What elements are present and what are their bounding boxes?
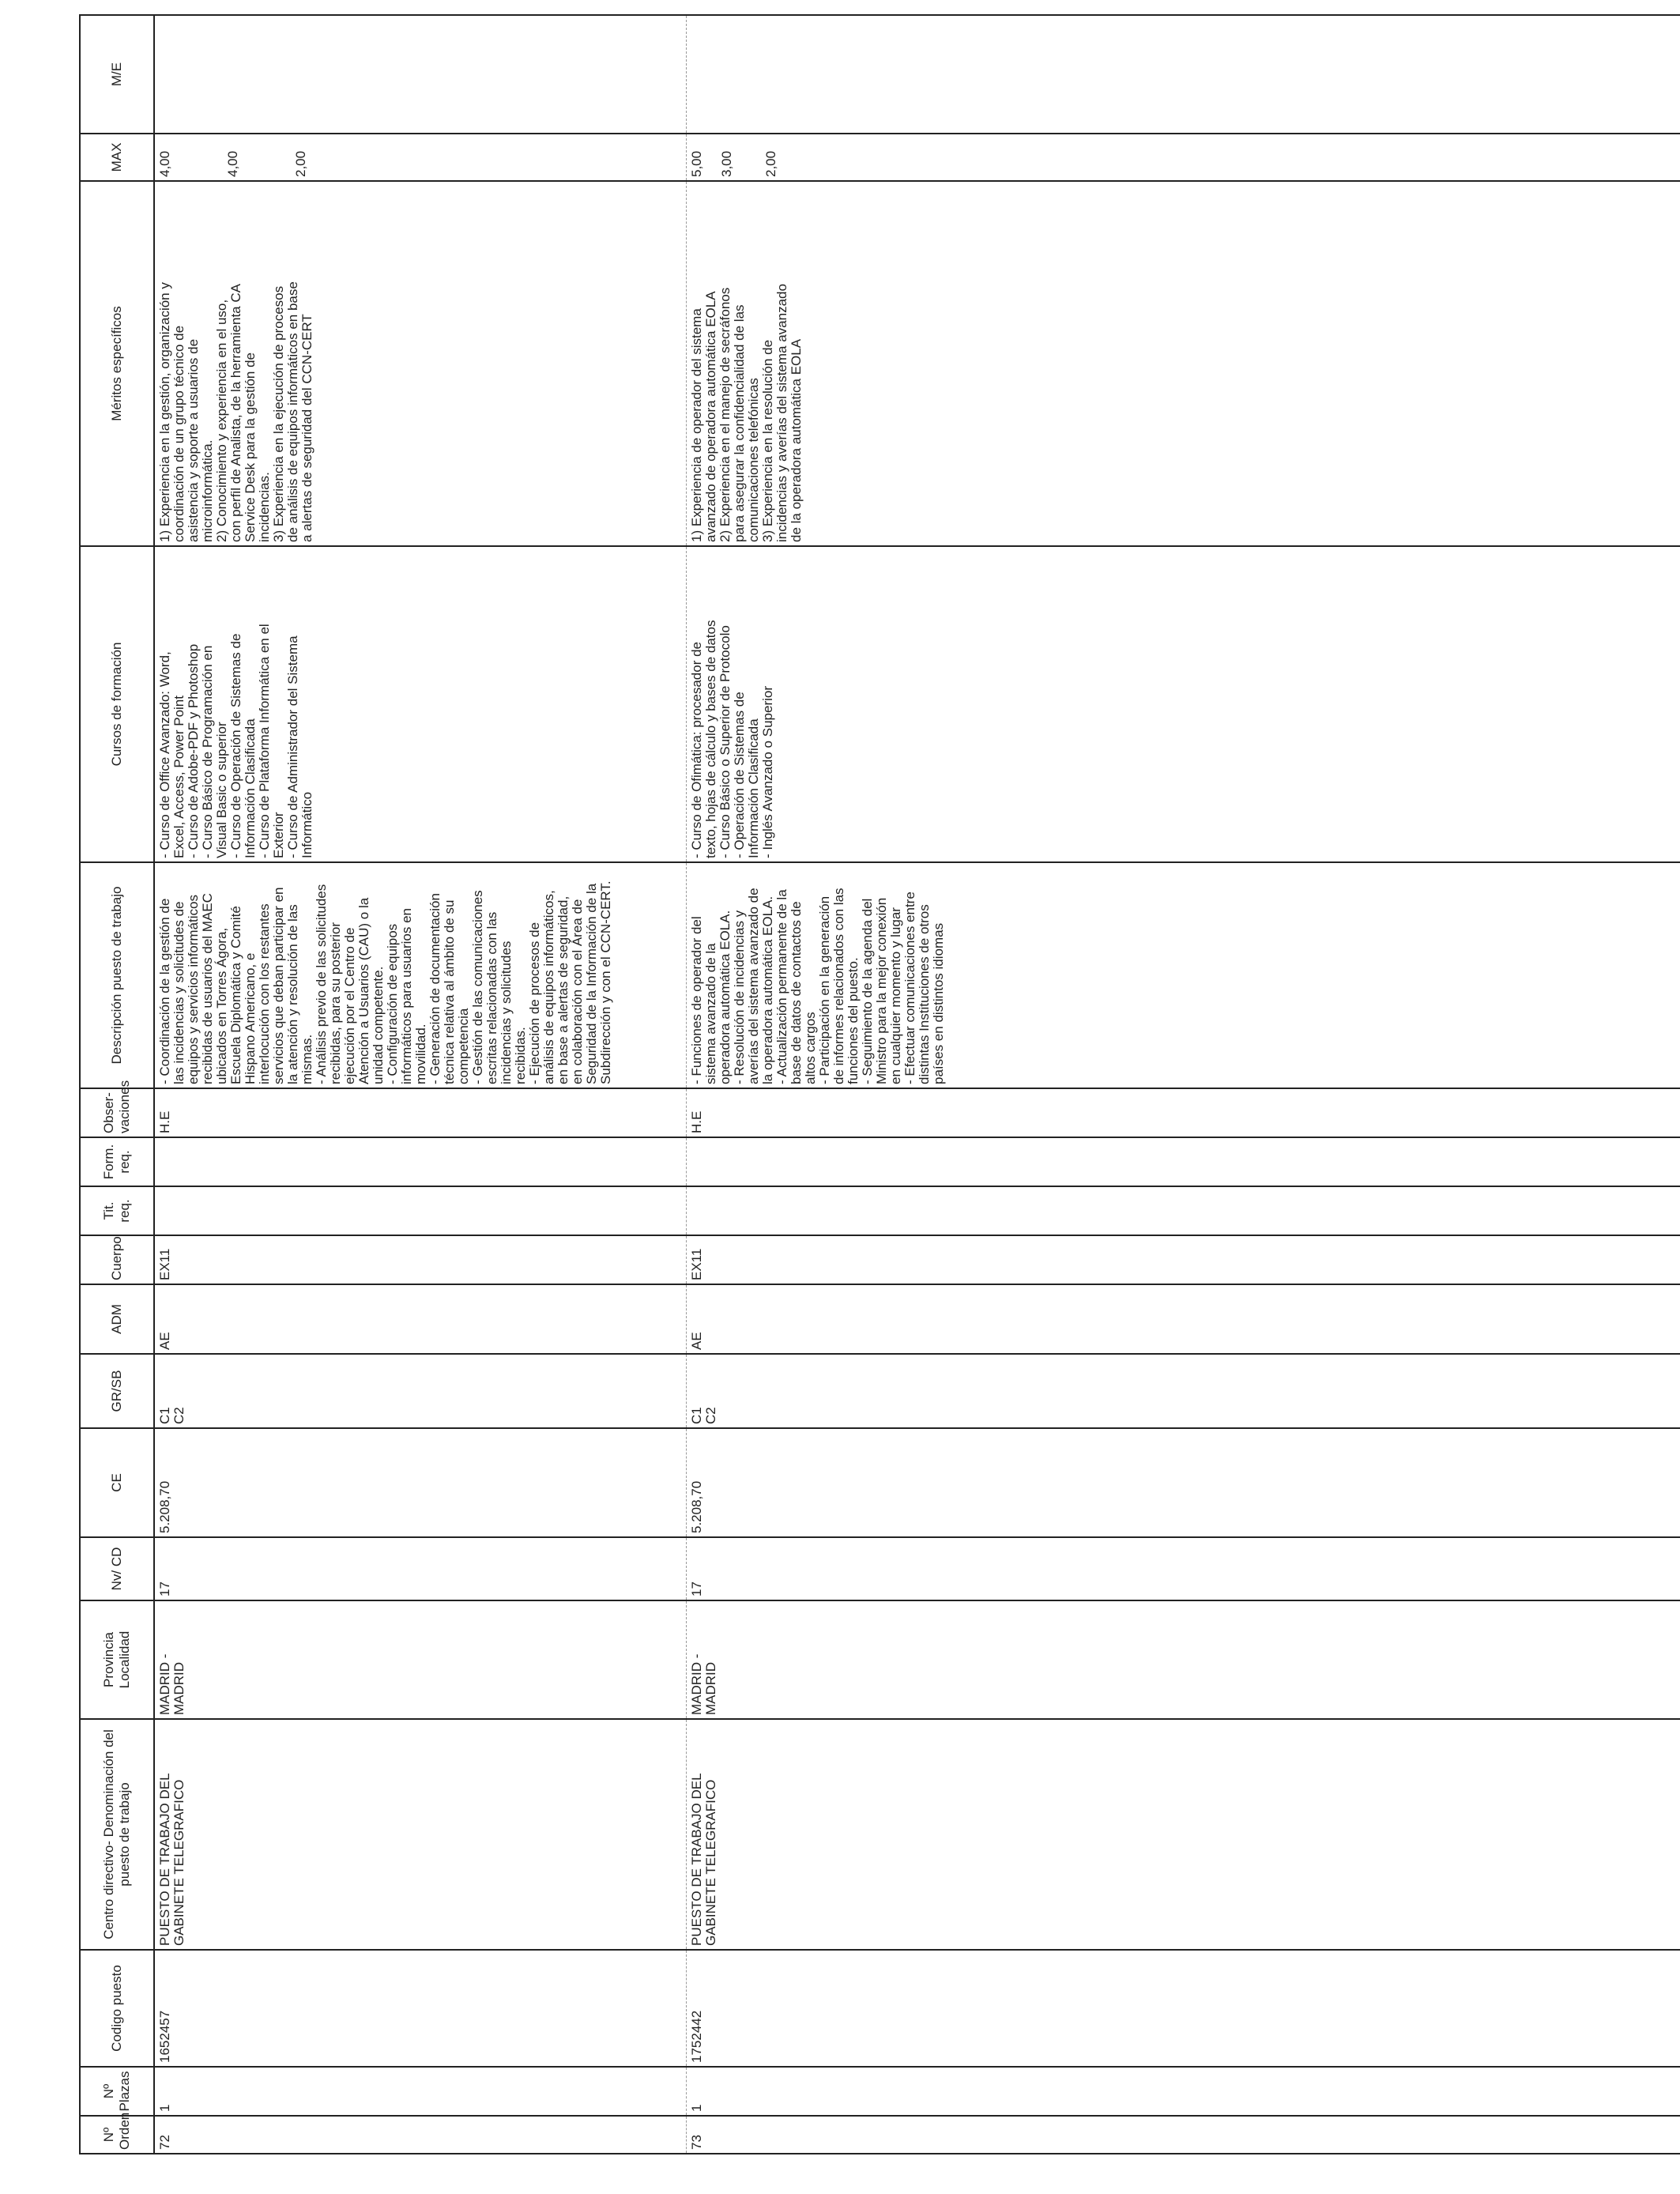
header-form: Form. req.: [80, 1137, 154, 1186]
header-plazas: Nº Plazas: [80, 2067, 154, 2116]
merito-item: 2) Conocimiento y experiencia en el uso, con perfil de Analista, de la herramienta CA Service Desk para la gestión de incidencias.: [214, 284, 273, 542]
cell-form: [154, 1137, 687, 1186]
cell-plazas: 1: [687, 2067, 1680, 2116]
cell-provincia: MADRID - MADRID: [154, 1600, 687, 1719]
header-grsb: GR/SB: [80, 1354, 154, 1428]
max-value: 5,00: [689, 150, 704, 177]
cell-cursos: - Curso de Office Avanzado: Word, Excel, Access, Power Point - Curso de Adobe-PDF y Photoshop - Curso Básico de Programación en Visual Basic o superior - Curso de Operación de Sistemas de Información Clasificada - Curso de Plataforma Informática en el Exterior - Curso de Administrador del Sistema Informático: [154, 546, 687, 862]
cell-tit: [154, 1186, 687, 1235]
cell-grsb: C1 C2: [154, 1354, 687, 1428]
cell-provincia: MADRID - MADRID: [687, 1600, 1680, 1719]
header-cuerpo: Cuerpo: [80, 1235, 154, 1284]
header-row: [80, 15, 154, 2154]
cell-form: [687, 1137, 1680, 1186]
cell-nivel: 17: [687, 1537, 1680, 1600]
table-row: [154, 15, 687, 2154]
cell-obs: H.E: [154, 1088, 687, 1137]
cell-max: [687, 134, 1680, 181]
cell-grsb: C1 C2: [687, 1354, 1680, 1428]
cell-orden: 72: [154, 2116, 687, 2154]
merito-item: 1) Experiencia en la gestión, organización y coordinación de un grupo técnico de asistencia y soporte a usuarios de microinformática.: [157, 282, 216, 542]
cell-descripcion: - Coordinación de la gestión de las incidencias y solicitudes de equipos y servicios informáticos recibidas de usuarios del MAEC ubicados en Torres Ágora, Escuela Diplomática y Comité Hispano Americano, e interlocución con los restantes servicios que deban participar en la atención y resolución de las mismas. - Análisis previo de las solicitudes recibidas, para su posterior ejecución por el Centro de Atención a Usuarios (CAU) o la unidad competente. - Configuración de equipos informáticos para usuarios en movilidad. - Generación de documentación técnica relativa al ámbito de su competencia - Gestión de las comunicaciones escritas relacionadas con las incidencias y solicitudes recibidas. - Ejecución de procesos de análisis de equipos informáticos, en base a alertas de seguridad, en colaboración con el Área de Seguridad de la Información de la Subdirección y con el CCN-CERT.: [154, 862, 687, 1088]
max-value: 4,00: [225, 150, 240, 177]
cell-centro: PUESTO DE TRABAJO DEL GABINETE TELEGRAFICO: [154, 1719, 687, 1950]
header-me: M/E: [80, 15, 154, 134]
merito-item: 2) Experiencia en el manejo de secráfonos para asegurar la confidencialidad de las comunicaciones telefónicas: [718, 287, 762, 542]
cell-ce: 5.208,70: [154, 1428, 687, 1537]
cell-orden: 73: [687, 2116, 1680, 2154]
cell-plazas: 1: [154, 2067, 687, 2116]
header-cursos: Cursos de formación: [80, 546, 154, 862]
merito-item: 3) Experiencia en la ejecución de procesos de análisis de equipos informáticos en base a alertas de seguridad del CCN-CERT: [271, 281, 315, 542]
merito-item: 1) Experiencia de operador del sistema avanzado de operadora automática EOLA: [689, 291, 719, 542]
cell-centro: PUESTO DE TRABAJO DEL GABINETE TELEGRAFICO: [687, 1719, 1680, 1950]
header-codigo: Codigo puesto: [80, 1950, 154, 2067]
cell-codigo: 1752442: [687, 1950, 1680, 2067]
cell-meritos: [687, 181, 1680, 546]
header-provincia: Provincia Localidad: [80, 1600, 154, 1719]
max-value: 2,00: [763, 150, 778, 177]
header-orden: Nº Orden: [80, 2116, 154, 2154]
cell-descripcion: - Funciones de operador del sistema avanzado de la operadora automática EOLA. - Resolución de incidencias y averías del sistema avanzado de la operadora automática EOLA. - Actualización permanente de la base de datos de contactos de altos cargos - Participación en la generación de informes relacionados con las funciones del puesto. - Seguimiento de la agenda del Ministro para la mejor conexión en cualquier momento y lugar - Efectuar comunicaciones entre distintas Instituciones de otros países en distintos idiomas: [687, 862, 1680, 1088]
cell-adm: AE: [154, 1284, 687, 1354]
cell-cursos: - Curso de Ofimática: procesador de texto, hojas de cálculo y bases de datos - Curso Básico o Superior de Protocolo - Operación de Sistemas de Información Clasificada - Inglés Avanzado o Superior: [687, 546, 1680, 862]
cell-meritos: [154, 181, 687, 546]
merito-item: 3) Experiencia en la resolución de incidencias y averías del sistema avanzado de la operadora automática EOLA: [760, 284, 804, 542]
cell-nivel: 17: [154, 1537, 687, 1600]
header-nivel: Nv/ CD: [80, 1537, 154, 1600]
cell-me: [154, 15, 687, 134]
cell-cuerpo: EX11: [687, 1235, 1680, 1284]
cell-codigo: 1652457: [154, 1950, 687, 2067]
max-value: 2,00: [293, 150, 308, 177]
cell-adm: AE: [687, 1284, 1680, 1354]
cell-me: [687, 15, 1680, 134]
job-positions-table: [79, 14, 1680, 2154]
cell-ce: 5.208,70: [687, 1428, 1680, 1537]
header-adm: ADM: [80, 1284, 154, 1354]
header-obs: Obser- vaciones: [80, 1088, 154, 1137]
cell-tit: [687, 1186, 1680, 1235]
header-max: MAX: [80, 134, 154, 181]
table-row: [687, 15, 1680, 2154]
cell-cuerpo: EX11: [154, 1235, 687, 1284]
header-centro: Centro directivo- Denominación del puesto de trabajo: [80, 1719, 154, 1950]
max-value: 4,00: [157, 150, 172, 177]
header-meritos: Méritos específicos: [80, 181, 154, 546]
cell-obs: H.E: [687, 1088, 1680, 1137]
cell-max: [154, 134, 687, 181]
header-desc: Descripción puesto de trabajo: [80, 862, 154, 1088]
header-tit: Tit. req.: [80, 1186, 154, 1235]
max-value: 3,00: [719, 150, 734, 177]
header-ce: CE: [80, 1428, 154, 1537]
